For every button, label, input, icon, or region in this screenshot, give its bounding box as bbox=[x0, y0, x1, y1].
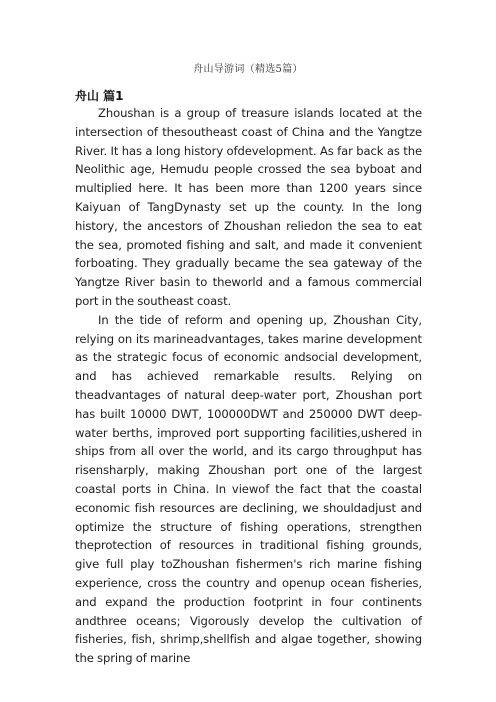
paragraph-2: In the tide of reform and opening up, Zhoushan City, relying on its marineadvantages, takes marine development as the strategic focus of economic andsocial development, and has achieved remarkable results. Relying on theadvantages of natural deep-water port, Zhoushan port has built 10000 DWT, 100000DWT and 250000 DWT deep-water berths, improved port supporting facilities,ushered in ships from all over the world, and its cargo throughput has risensharply, making Zhoushan port one of the largest coastal ports in China. In viewof the fact that the coastal economic fish resources are declining, we shouldadjust and optimize the structure of fishing operations, strengthen theprotection of resources in traditional fishing grounds, give full play toZhoushan fishermen's rich marine fishing experience, cross the country and openup ocean fisheries, and expand the production footprint in four continents andthree oceans; Vigorously develop the cultivation of fisheries, fish, shrimp,shellfish and algae together, showing the spring of marine bbox=[75, 312, 422, 666]
section-title: 舟山 篇1 bbox=[75, 89, 124, 103]
paragraph-1: Zhoushan is a group of treasure islands located at the intersection of thesoutheast coast of China and the Yangtze River. It has a long history ofdevelopment. As far back as the Neolithic age, Hemudu people crossed the sea byboat and multiplied here. It has been more than 1200 years since Kaiyuan of TangDynasty set up the county. In the long history, the ancestors of Zhoushan reliedon the sea to eat the sea, promoted fishing and salt, and made it convenient forboating. They gradually became the sea gateway of the Yangtze River basin to theworld and a famous commercial port in the southeast coast. bbox=[75, 106, 422, 308]
document-body bbox=[75, 104, 422, 668]
document-header: 舟山导游词（精选5篇） bbox=[193, 64, 303, 75]
